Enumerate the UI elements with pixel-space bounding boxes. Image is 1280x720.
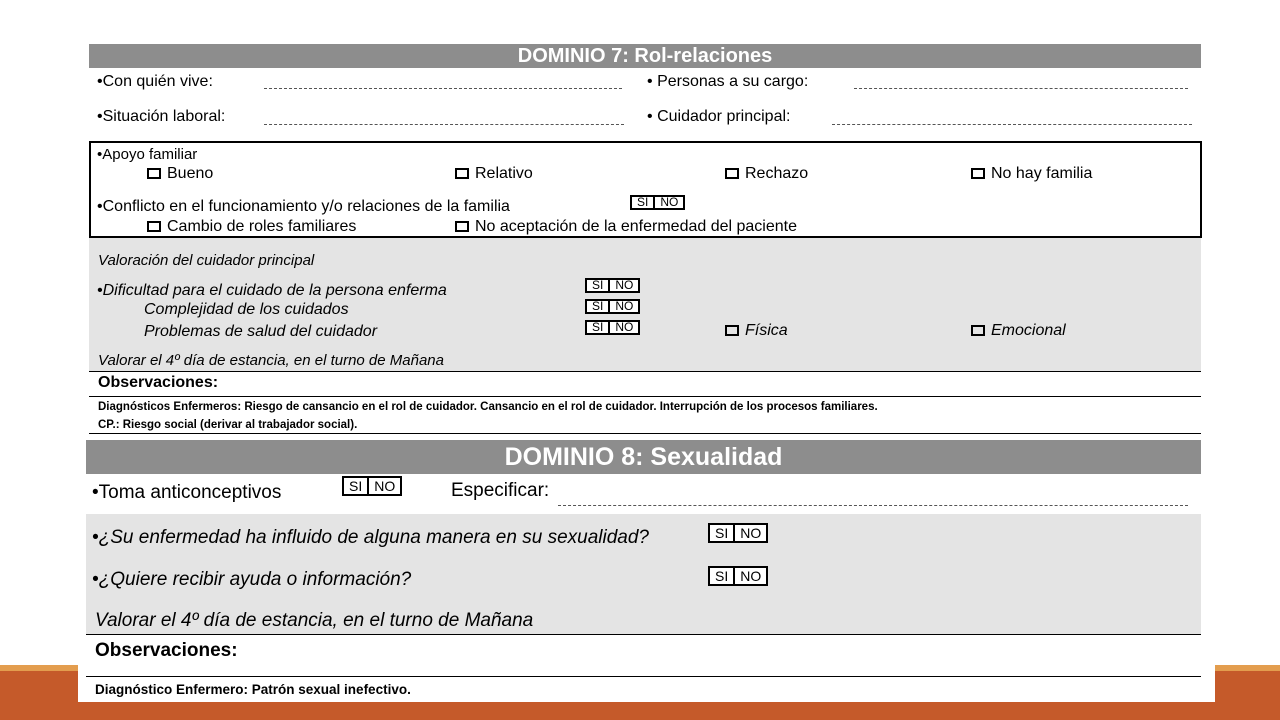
checkbox-emocional[interactable]	[971, 325, 985, 336]
conflicto-label: •Conflicto en el funcionamiento y/o relaciones de la familia	[97, 198, 510, 215]
valorar-note: Valorar el 4º día de estancia, en el turno de Mañana	[98, 352, 444, 369]
divider	[89, 371, 1201, 372]
valorar-note-8: Valorar el 4º día de estancia, en el turno de Mañana	[95, 610, 534, 631]
no-option[interactable]: NO	[653, 197, 683, 208]
situacion-laboral-label: •Situación laboral:	[97, 108, 226, 125]
influido-question: •¿Su enfermedad ha influido de alguna manera en su sexualidad?	[92, 527, 649, 548]
ayuda-si-no[interactable]	[708, 566, 768, 586]
apoyo-option-relativo[interactable]: Relativo	[455, 164, 533, 184]
anticonceptivos-si-no[interactable]	[342, 476, 402, 496]
complejidad-label: Complejidad de los cuidados	[144, 301, 349, 318]
conflicto-si-no[interactable]	[630, 195, 685, 210]
form-page	[78, 0, 1215, 702]
influido-si-no[interactable]	[708, 523, 768, 543]
dificultad-si-no[interactable]	[585, 278, 640, 293]
no-option[interactable]: NO	[608, 322, 638, 333]
no-option[interactable]: NO	[608, 301, 638, 312]
option-emocional[interactable]: Emocional	[971, 321, 1066, 341]
diagnosticos-line1: Diagnósticos Enfermeros: Riesgo de cansancio en el rol de cuidador. Cansancio en el rol de cuidador. Interrupción de los procesos familiares.	[98, 401, 878, 413]
con-quien-vive-field[interactable]	[264, 88, 622, 89]
si-option[interactable]: SI	[637, 195, 649, 209]
checkbox-no-aceptacion[interactable]	[455, 221, 469, 232]
checkbox-fisica[interactable]	[725, 325, 739, 336]
anticonceptivos-label: •Toma anticonceptivos	[92, 482, 282, 503]
no-option[interactable]: NO	[733, 525, 766, 541]
si-option[interactable]: SI	[349, 478, 363, 494]
divider	[86, 676, 1201, 677]
si-option[interactable]: SI	[715, 525, 729, 541]
valoracion-cuidador-title: Valoración del cuidador principal	[98, 252, 315, 269]
personas-cargo-field[interactable]	[854, 88, 1188, 89]
personas-cargo-label: • Personas a su cargo:	[647, 73, 809, 90]
con-quien-vive-label: •Con quién vive:	[97, 73, 213, 90]
checkbox-bueno[interactable]	[147, 168, 161, 179]
si-option[interactable]: SI	[715, 568, 729, 584]
no-option[interactable]: NO	[608, 280, 638, 291]
si-option[interactable]: SI	[592, 278, 604, 292]
divider	[89, 396, 1201, 397]
checkbox-cambio-roles[interactable]	[147, 221, 161, 232]
si-option[interactable]: SI	[592, 320, 604, 334]
domain8-title: DOMINIO 8: Sexualidad	[504, 443, 783, 471]
complejidad-si-no[interactable]	[585, 299, 640, 314]
cuidador-principal-label: • Cuidador principal:	[647, 108, 791, 125]
apoyo-familiar-label: •Apoyo familiar	[97, 146, 198, 163]
especificar-label: Especificar:	[451, 480, 550, 501]
checkbox-no-hay-familia[interactable]	[971, 168, 985, 179]
domain7-title: DOMINIO 7: Rol-relaciones	[517, 45, 773, 67]
diagnosticos-line2: CP.: Riesgo social (derivar al trabajador social).	[98, 419, 358, 431]
divider	[89, 433, 1201, 434]
cuidador-principal-field[interactable]	[832, 124, 1192, 125]
apoyo-option-rechazo[interactable]: Rechazo	[725, 164, 808, 184]
ayuda-question: •¿Quiere recibir ayuda o información?	[92, 569, 412, 590]
domain8-header	[86, 440, 1201, 474]
option-fisica[interactable]: Física	[725, 321, 788, 341]
apoyo-option-no-hay-familia[interactable]: No hay familia	[971, 164, 1092, 184]
no-option[interactable]: NO	[733, 568, 766, 584]
especificar-field[interactable]	[558, 505, 1188, 506]
problemas-salud-si-no[interactable]	[585, 320, 640, 335]
si-option[interactable]: SI	[592, 299, 604, 313]
dificultad-label: •Dificultad para el cuidado de la persona enferma	[97, 282, 447, 299]
no-option[interactable]: NO	[367, 478, 400, 494]
domain7-header	[89, 44, 1201, 68]
observaciones-label: Observaciones:	[98, 374, 219, 391]
checkbox-rechazo[interactable]	[725, 168, 739, 179]
situacion-laboral-field[interactable]	[264, 124, 624, 125]
divider	[86, 634, 1201, 635]
conflicto-option-no-aceptacion[interactable]: No aceptación de la enfermedad del paciente	[455, 217, 797, 237]
conflicto-option-roles[interactable]: Cambio de roles familiares	[147, 217, 356, 237]
apoyo-option-bueno[interactable]: Bueno	[147, 164, 213, 184]
diagnostico-8: Diagnóstico Enfermero: Patrón sexual inefectivo.	[95, 682, 411, 697]
problemas-salud-label: Problemas de salud del cuidador	[144, 323, 378, 340]
observaciones-label-8: Observaciones:	[95, 640, 238, 661]
checkbox-relativo[interactable]	[455, 168, 469, 179]
